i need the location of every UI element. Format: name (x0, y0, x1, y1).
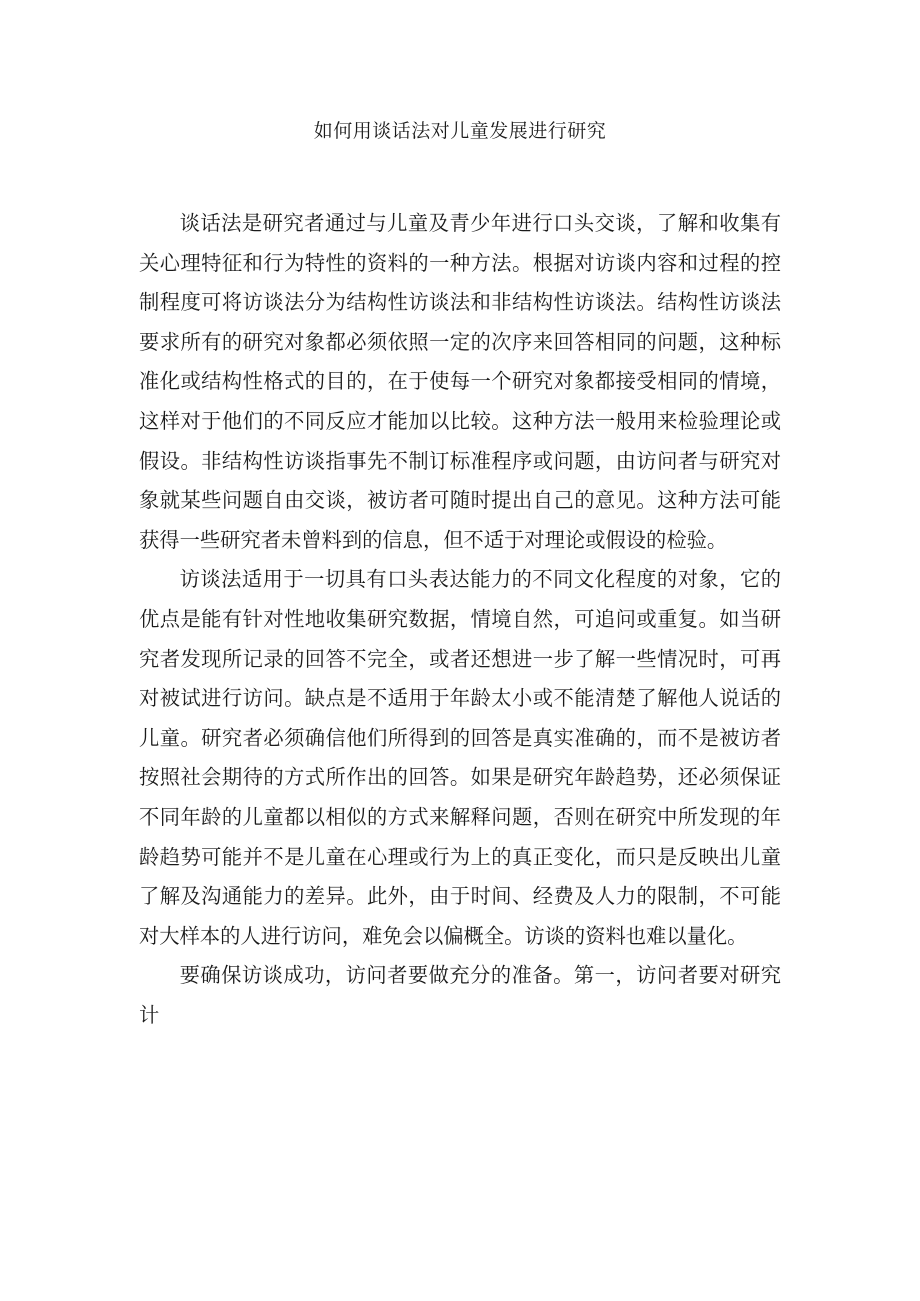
paragraph-1: 谈话法是研究者通过与儿童及青少年进行口头交谈，了解和收集有关心理特征和行为特性的资料的一种方法。根据对访谈内容和过程的控制程度可将访谈法分为结构性访谈法和非结构性访谈法。结构性访谈法要求所有的研究对象都必须依照一定的次序来回答相同的问题，这种标准化或结构性格式的目的，在于使每一个研究对象都接受相同的情境，这样对于他们的不同反应才能加以比较。这种方法一般用来检验理论或假设。非结构性访谈指事先不制订标准程序或问题，由访问者与研究对象就某些问题自由交谈，被访者可随时提出自己的意见。这种方法可能获得一些研究者未曾料到的信息，但不适于对理论或假设的检验。 (139, 211, 781, 552)
paragraph-2: 访谈法适用于一切具有口头表达能力的不同文化程度的对象，它的优点是能有针对性地收集研究数据，情境自然，可追问或重复。如当研究者发现所记录的回答不完全，或者还想进一步了解一些情况时，可再对被试进行访问。缺点是不适用于年龄太小或不能清楚了解他人说话的儿童。研究者必须确信他们所得到的回答是真实准确的，而不是被访者按照社会期待的方式所作出的回答。如果是研究年龄趋势，还必须保证不同年龄的儿童都以相似的方式来解释问题，否则在研究中所发现的年龄趋势可能并不是儿童在心理或行为上的真正变化，而只是反映出儿童了解及沟通能力的差异。此外，由于时间、经费及人力的限制，不可能对大样本的人进行访问，难免会以偏概全。访谈的资料也难以量化。 (139, 567, 781, 948)
document-title: 如何用谈话法对儿童发展进行研究 (313, 120, 607, 142)
document-body (139, 204, 781, 1035)
paragraph-3: 要确保访谈成功，访问者要做充分的准备。第一，访问者要对研究计 (139, 963, 781, 1027)
